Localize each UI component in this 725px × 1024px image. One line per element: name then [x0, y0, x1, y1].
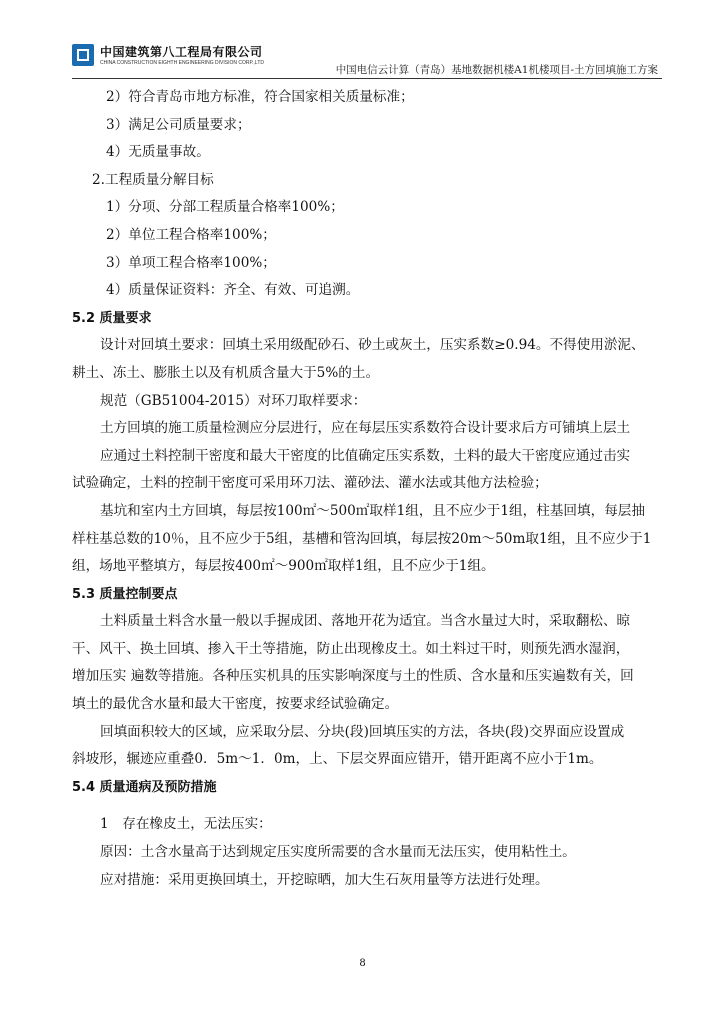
paragraph-line: 土方回填的施工质量检测应分层进行，应在每层压实系数符合设计要求后方可铺填上层土: [100, 420, 631, 437]
paragraph-line: 2）单位工程合格率100%；: [106, 226, 276, 243]
page-header: [72, 40, 662, 79]
paragraph-line: 1）分项、分部工程质量合格率100%；: [106, 199, 344, 216]
subheading: 2.工程质量分解目标: [92, 171, 214, 188]
company-name-english: CHINA CONSTRUCTION EIGHTH ENGINEERING DIVISION CORP.,LTD: [100, 60, 264, 66]
paragraph-line: 斜坡形，辗迹应重叠0．5m～1．0m，上、下层交界面应错开，错开距离不应小于1m。: [72, 751, 603, 768]
paragraph-line: 2）符合青岛市地方标准，符合国家相关质量标准；: [106, 89, 414, 105]
paragraph-line: 原因：土含水量高于达到规定压实度所需要的含水量而无法压实，使用粘性土。: [100, 844, 576, 861]
paragraph-line: 填土的最优含水量和最大干密度，按要求经试验确定。: [72, 696, 399, 713]
company-name: 中国建筑第八工程局有限公司: [100, 45, 263, 59]
spacer: [72, 801, 662, 811]
paragraph-line: 样柱基总数的10％，且不应少于5组，基槽和管沟回填，每层按20m～50m取1组，且不应少于1: [72, 530, 652, 547]
paragraph-line: 应通过土料控制干密度和最大干密度的比值确定压实系数，土料的最大干密度应通过击实: [100, 447, 631, 464]
paragraph-line: 干、风干、换土回填、掺入干土等措施，防止出现橡皮土。如土料过干时，则预先洒水湿润，: [72, 640, 630, 657]
document-body: [72, 84, 662, 894]
paragraph-line: 3）单项工程合格率100%；: [106, 254, 276, 271]
company-logo-icon: [72, 44, 94, 66]
paragraph-line: 耕土、冻土、膨胀土以及有机质含量大于5%的土。: [72, 364, 380, 381]
document-title: 中国电信云计算（青岛）基地数据机楼A1机楼项目-土方回填施工方案: [335, 64, 658, 76]
section-heading-5-4: 5.4 质量通病及预防措施: [72, 779, 217, 795]
section-heading-5-2: 5.2 质量要求: [72, 310, 152, 326]
paragraph-line: 应对措施：采用更换回填土，开挖晾晒，加大生石灰用量等方法进行处理。: [100, 871, 549, 888]
paragraph-line: 组，场地平整填方，每层按400㎡～900㎡取样1组，且不应少于1组。: [72, 558, 495, 575]
paragraph-line: 规范（GB51004-2015）对环刀取样要求：: [100, 392, 367, 409]
paragraph-line: 4）质量保证资料：齐全、有效、可追溯。: [106, 282, 360, 299]
paragraph-line: 试验确定，土料的控制干密度可采用环刀法、灌砂法、灌水法或其他方法检验；: [72, 475, 548, 492]
paragraph-line: 设计对回填土要求：回填土采用级配砂石、砂土或灰土，压实系数≥0.94。不得使用淤泥、: [100, 337, 645, 354]
paragraph-line: 4）无质量事故。: [106, 144, 210, 161]
paragraph-line: 增加压实 遍数等措施。各种压实机具的压实影响深度与土的性质、含水量和压实遍数有关，回: [72, 668, 634, 685]
section-heading-5-3: 5.3 质量控制要点: [72, 586, 178, 602]
paragraph-line: 1 存在橡皮土，无法压实：: [100, 816, 272, 833]
page-number: 8: [359, 958, 366, 969]
paragraph-line: 基坑和室内土方回填，每层按100㎡～500㎡取样1组，且不应少于1组，柱基回填，每层抽: [100, 502, 645, 519]
paragraph-line: 土料质量土料含水量一般以手握成团、落地开花为适宜。当含水量过大时，采取翻松、晾: [100, 613, 631, 630]
paragraph-line: 回填面积较大的区域，应采取分层、分块(段)回填压实的方法，各块(段)交界面应设置成: [100, 723, 625, 740]
paragraph-line: 3）满足公司质量要求；: [106, 116, 251, 133]
